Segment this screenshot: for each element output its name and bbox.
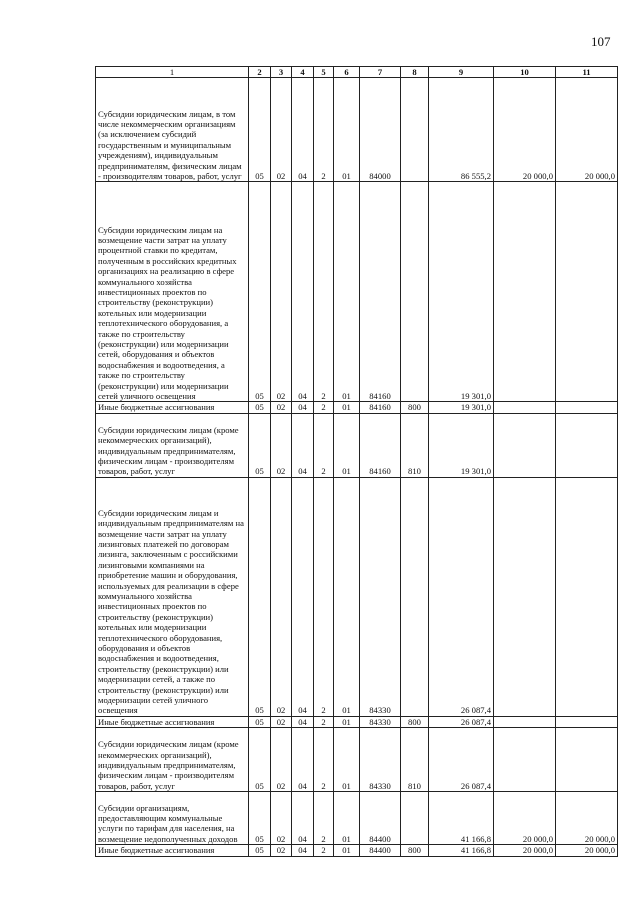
amount-col9-cell: 86 555,2 [429, 78, 494, 182]
amount-col11-cell [556, 402, 618, 413]
subsection-code-cell: 02 [271, 402, 292, 413]
subprogram-code-cell: 2 [314, 845, 334, 856]
amount-col10-cell [494, 728, 556, 792]
column-header: 6 [334, 67, 360, 78]
amount-col10-cell: 20 000,0 [494, 845, 556, 856]
direction-code-cell: 84330 [360, 716, 401, 727]
program-code-cell: 04 [292, 78, 314, 182]
amount-col10-cell: 20 000,0 [494, 792, 556, 845]
direction-code-cell: 84000 [360, 78, 401, 182]
table-body [96, 78, 618, 856]
expense-type-cell: 800 [401, 402, 429, 413]
amount-col9-cell: 26 087,4 [429, 477, 494, 716]
subprogram-code-cell: 2 [314, 477, 334, 716]
program-code-cell: 04 [292, 845, 314, 856]
subsection-code-cell: 02 [271, 78, 292, 182]
subsection-code-cell: 02 [271, 845, 292, 856]
event-code-cell: 01 [334, 413, 360, 477]
table-row [96, 716, 618, 727]
section-code-cell: 05 [249, 845, 271, 856]
column-header: 2 [249, 67, 271, 78]
expense-type-cell [401, 182, 429, 402]
direction-code-cell: 84400 [360, 792, 401, 845]
section-code-cell: 05 [249, 792, 271, 845]
row-name-cell: Субсидии юридическим лицам (кроме некоммерческих организаций), индивидуальным предпринимателям, физическим лицам - производителям товаров, работ, услуг [96, 728, 249, 792]
expense-type-cell [401, 477, 429, 716]
row-name-cell: Субсидии юридическим лицам и индивидуальным предпринимателям на возмещение части затрат на уплату лизинговых платежей по договорам лизинга, заключенным с российскими лизинговыми компаниями на приобретение машин и оборудования, используемых для реализации в сфере коммунального хозяйства инвестиционных проектов по строительству (реконструкции) котельных или модернизации теплотехнического оборудования, оборудования и объектов водоснабжения и водоотведения, строительству (реконструкции) или модернизации сетей, а также по строительству (реконструкции) или модернизации сетей уличного освещения [96, 477, 249, 716]
column-header: 8 [401, 67, 429, 78]
amount-col10-cell: 20 000,0 [494, 78, 556, 182]
row-name-cell: Иные бюджетные ассигнования [96, 716, 249, 727]
event-code-cell: 01 [334, 402, 360, 413]
subsection-code-cell: 02 [271, 182, 292, 402]
section-code-cell: 05 [249, 402, 271, 413]
event-code-cell: 01 [334, 728, 360, 792]
row-name-cell: Иные бюджетные ассигнования [96, 402, 249, 413]
direction-code-cell: 84160 [360, 413, 401, 477]
amount-col9-cell: 41 166,8 [429, 845, 494, 856]
amount-col11-cell: 20 000,0 [556, 845, 618, 856]
column-header: 3 [271, 67, 292, 78]
direction-code-cell: 84330 [360, 477, 401, 716]
subsection-code-cell: 02 [271, 792, 292, 845]
event-code-cell: 01 [334, 182, 360, 402]
amount-col10-cell [494, 716, 556, 727]
column-header: 4 [292, 67, 314, 78]
direction-code-cell: 84160 [360, 402, 401, 413]
amount-col11-cell [556, 716, 618, 727]
amount-col10-cell [494, 402, 556, 413]
program-code-cell: 04 [292, 716, 314, 727]
direction-code-cell: 84400 [360, 845, 401, 856]
event-code-cell: 01 [334, 477, 360, 716]
event-code-cell: 01 [334, 792, 360, 845]
table-row [96, 78, 618, 182]
program-code-cell: 04 [292, 402, 314, 413]
direction-code-cell: 84160 [360, 182, 401, 402]
row-name-cell: Иные бюджетные ассигнования [96, 845, 249, 856]
expense-type-cell [401, 792, 429, 845]
subprogram-code-cell: 2 [314, 413, 334, 477]
expense-type-cell: 800 [401, 845, 429, 856]
expense-type-cell: 800 [401, 716, 429, 727]
table-row [96, 728, 618, 792]
page-number: 107 [591, 34, 611, 49]
program-code-cell: 04 [292, 413, 314, 477]
table-row [96, 792, 618, 845]
subsection-code-cell: 02 [271, 728, 292, 792]
section-code-cell: 05 [249, 78, 271, 182]
subsection-code-cell: 02 [271, 413, 292, 477]
amount-col9-cell: 19 301,0 [429, 413, 494, 477]
table-row [96, 845, 618, 856]
section-code-cell: 05 [249, 477, 271, 716]
event-code-cell: 01 [334, 845, 360, 856]
section-code-cell: 05 [249, 182, 271, 402]
subsection-code-cell: 02 [271, 716, 292, 727]
event-code-cell: 01 [334, 78, 360, 182]
program-code-cell: 04 [292, 792, 314, 845]
amount-col11-cell [556, 728, 618, 792]
amount-col9-cell: 19 301,0 [429, 402, 494, 413]
subsection-code-cell: 02 [271, 477, 292, 716]
row-name-cell: Субсидии юридическим лицам (кроме некоммерческих организаций), индивидуальным предпринимателям, физическим лицам - производителям товаров, работ, услуг [96, 413, 249, 477]
amount-col9-cell: 26 087,4 [429, 728, 494, 792]
section-code-cell: 05 [249, 716, 271, 727]
program-code-cell: 04 [292, 182, 314, 402]
expense-type-cell: 810 [401, 728, 429, 792]
expense-type-cell: 810 [401, 413, 429, 477]
table-header-row [96, 67, 618, 78]
table-row [96, 402, 618, 413]
subprogram-code-cell: 2 [314, 728, 334, 792]
amount-col11-cell [556, 477, 618, 716]
amount-col9-cell: 19 301,0 [429, 182, 494, 402]
program-code-cell: 04 [292, 477, 314, 716]
table-row [96, 182, 618, 402]
amount-col10-cell [494, 182, 556, 402]
amount-col9-cell: 41 166,8 [429, 792, 494, 845]
column-header: 10 [494, 67, 556, 78]
row-name-cell: Субсидии юридическим лицам на возмещение части затрат на уплату процентной ставки по кредитам, полученным в российских кредитных организациях на реализацию в сфере коммунального хозяйства инвестиционных проектов по строительству (реконструкции) котельных или модернизации теплотехнического оборудования, а также по строительству (реконструкции) или модернизации сетей, оборудования и объектов водоснабжения и водоотведения, а также по строительству (реконструкции) или модернизации сетей уличного освещения [96, 182, 249, 402]
amount-col11-cell: 20 000,0 [556, 792, 618, 845]
budget-table [95, 66, 618, 857]
column-header: 5 [314, 67, 334, 78]
subprogram-code-cell: 2 [314, 716, 334, 727]
event-code-cell: 01 [334, 716, 360, 727]
subprogram-code-cell: 2 [314, 792, 334, 845]
amount-col10-cell [494, 413, 556, 477]
subprogram-code-cell: 2 [314, 182, 334, 402]
column-header: 11 [556, 67, 618, 78]
table-row [96, 477, 618, 716]
expense-type-cell [401, 78, 429, 182]
amount-col11-cell: 20 000,0 [556, 78, 618, 182]
subprogram-code-cell: 2 [314, 78, 334, 182]
column-header: 7 [360, 67, 401, 78]
subprogram-code-cell: 2 [314, 402, 334, 413]
amount-col11-cell [556, 182, 618, 402]
column-header: 1 [96, 67, 249, 78]
direction-code-cell: 84330 [360, 728, 401, 792]
column-header: 9 [429, 67, 494, 78]
table-row [96, 413, 618, 477]
row-name-cell: Субсидии юридическим лицам, в том числе некоммерческим организациям (за исключением субсидий государственным и муниципальным учреждениям), индивидуальным предпринимателям, физическим лицам - производителям товаров, работ, услуг [96, 78, 249, 182]
amount-col9-cell: 26 087,4 [429, 716, 494, 727]
program-code-cell: 04 [292, 728, 314, 792]
amount-col11-cell [556, 413, 618, 477]
section-code-cell: 05 [249, 413, 271, 477]
amount-col10-cell [494, 477, 556, 716]
row-name-cell: Субсидии организациям, предоставляющим коммунальные услуги по тарифам для населения, на возмещение недополученных доходов [96, 792, 249, 845]
section-code-cell: 05 [249, 728, 271, 792]
